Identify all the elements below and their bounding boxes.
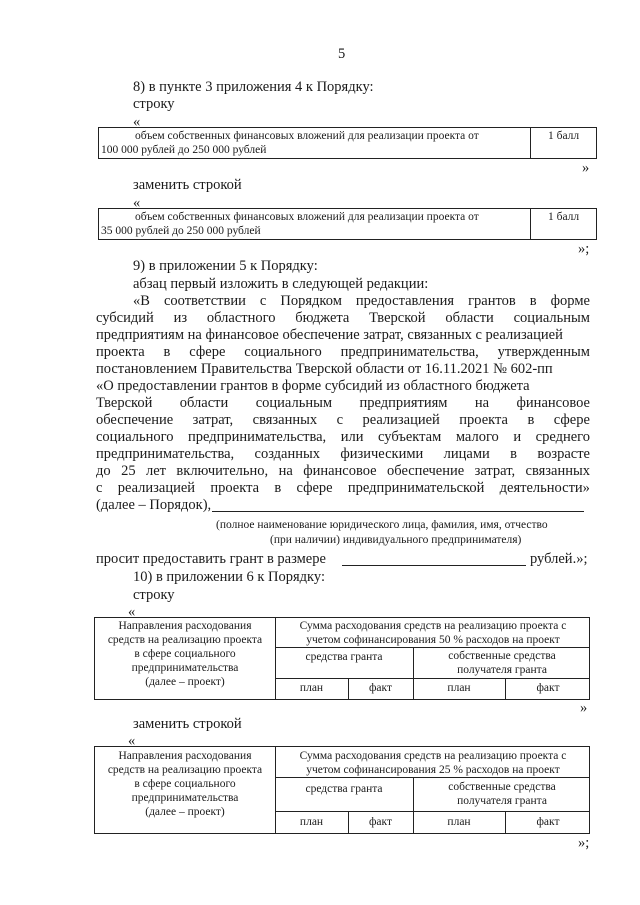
grant-amount-underline — [342, 565, 526, 566]
word: субъектам — [378, 429, 442, 445]
open-quote: « — [133, 114, 141, 130]
score-row-text-line1: объем собственных финансовых вложений для реализации проекта от — [135, 211, 479, 223]
col-sum-header: Сумма расходования средств на реализацию проекта с учетом софинансирования 25 % расходов на проект — [299, 750, 567, 776]
word: проекта — [96, 344, 145, 360]
word: связанных — [252, 412, 318, 428]
paragraph-line — [96, 344, 590, 361]
col-direction-header: Направления расходования средств на реализацию проекта в сфере социального предпринимательства (далее – проект) — [107, 620, 263, 688]
word: сфере — [296, 480, 333, 496]
word: грантов — [468, 293, 516, 309]
word: области — [179, 395, 229, 411]
open-quote: « — [128, 604, 136, 620]
word: в — [510, 446, 518, 462]
word: сфере — [553, 412, 590, 428]
col-own-funds-header: собственные средства получателя гранта — [448, 781, 556, 807]
word: Порядком — [280, 293, 342, 309]
col-plan-grant: план — [299, 682, 324, 694]
word: на — [474, 395, 490, 411]
page-number: 5 — [338, 46, 346, 62]
word: обеспечение — [96, 412, 174, 428]
word: в — [527, 412, 535, 428]
section-10-heading: 10) в приложении 6 к Порядку: — [133, 569, 325, 585]
score-row-text-line2: 35 000 рублей до 250 000 рублей — [101, 225, 261, 237]
word: с — [336, 412, 343, 428]
expenses-table-new — [94, 746, 590, 834]
paragraph-line — [96, 361, 590, 378]
section-10-stroku: строку — [133, 587, 175, 603]
poryadok-text: (далее – Порядок), — [96, 497, 212, 513]
col-own-funds-header: собственные средства получателя гранта — [448, 650, 556, 676]
grant-request-prefix: просит предоставить грант в размере — [96, 551, 326, 567]
paragraph-line — [96, 327, 590, 344]
word: предпринимательской — [347, 480, 485, 496]
expenses-table-old — [94, 617, 590, 700]
section-8-heading: 8) в пункте 3 приложения 4 к Порядку: — [133, 79, 374, 95]
word: деятельности» — [499, 480, 590, 496]
word: лет — [145, 463, 166, 479]
word: социальным — [513, 310, 590, 326]
word: Тверской — [96, 395, 153, 411]
col-fact-own: факт — [536, 816, 560, 828]
word: физическими — [340, 446, 424, 462]
word: предприятиям на финансовое обеспечение затрат, связанных с реализацией — [96, 327, 563, 343]
note-line1: (полное наименование юридического лица, фамилия, имя, отчество — [216, 519, 548, 531]
word: включительно, — [176, 463, 269, 479]
word: проекта — [459, 412, 508, 428]
col-grant-header: средства гранта — [305, 783, 383, 795]
word: проекта — [210, 480, 260, 496]
word: затрат, — [192, 412, 234, 428]
word: реализацией — [117, 480, 196, 496]
col-plan-grant: план — [299, 816, 324, 828]
open-quote: « — [133, 195, 141, 211]
word: социального — [96, 429, 174, 445]
score-row-new — [98, 208, 597, 240]
word: предпринимательства, — [340, 344, 479, 360]
paragraph-line — [96, 429, 590, 446]
score-row-score: 1 балл — [548, 211, 580, 223]
word: субсидий — [96, 310, 154, 326]
word: возрасте — [537, 446, 590, 462]
word: до — [96, 463, 111, 479]
col-sum-header: Сумма расходования средств на реализацию проекта с учетом софинансирования 50 % расходов на проект — [299, 620, 567, 646]
replace-label: заменить строкой — [133, 177, 242, 193]
col-fact-grant: факт — [368, 816, 393, 828]
word: с — [259, 293, 267, 309]
word: соответствии — [163, 293, 246, 309]
close-quote-semicolon: »; — [578, 835, 590, 851]
score-row-old — [98, 127, 597, 159]
word: форме — [550, 293, 590, 309]
name-underline — [212, 511, 584, 512]
word: малого — [455, 429, 499, 445]
col-fact-grant: факт — [368, 682, 393, 694]
word: социального — [244, 344, 322, 360]
word: финансовое — [516, 395, 590, 411]
word: области — [445, 310, 494, 326]
word: из — [173, 310, 188, 326]
col-direction-header: Направления расходования средств на реализацию проекта в сфере социального предпринимательства (далее – проект) — [107, 750, 263, 818]
word: сфере — [189, 344, 226, 360]
grant-request-suffix: рублей.»; — [530, 551, 588, 567]
word: в — [163, 344, 171, 360]
paragraph-line — [96, 293, 590, 310]
word: бюджета — [295, 310, 350, 326]
word: «В — [133, 293, 150, 309]
paragraph-line — [96, 310, 590, 327]
paragraph-line — [96, 463, 590, 480]
note-line2: (при наличии) индивидуального предпринимателя) — [270, 534, 522, 546]
word: постановлением Правительства Тверской области от 16.11.2021 № 602-пп — [96, 361, 553, 377]
word: среднего — [535, 429, 590, 445]
word: предпринимательства, — [188, 429, 327, 445]
word: предоставления — [355, 293, 455, 309]
col-plan-own: план — [447, 816, 471, 828]
score-row-text-line1: объем собственных финансовых вложений для реализации проекта от — [135, 130, 479, 142]
section-9-heading: 9) в приложении 5 к Порядку: — [133, 258, 318, 274]
word: с — [96, 480, 103, 496]
word: социальным — [255, 395, 332, 411]
col-grant-header: средства гранта — [305, 651, 383, 663]
word: обеспечение — [387, 463, 465, 479]
open-quote: « — [128, 733, 136, 749]
score-row-score: 1 балл — [548, 130, 580, 142]
paragraph-line — [96, 446, 590, 463]
paragraph-line — [96, 412, 590, 429]
word: утвержденным — [497, 344, 590, 360]
word: «О предоставлении грантов в форме субсидий из областного бюджета — [96, 378, 530, 394]
word: затрат, — [474, 463, 516, 479]
col-plan-own: план — [447, 682, 471, 694]
word: Тверской — [369, 310, 426, 326]
word: созданных — [254, 446, 321, 462]
word: областного — [206, 310, 276, 326]
word: лицами — [443, 446, 490, 462]
word: предпринимательства, — [96, 446, 235, 462]
word: или — [340, 429, 364, 445]
score-row-text-line2: 100 000 рублей до 250 000 рублей — [101, 144, 267, 156]
replace-label: заменить строкой — [133, 716, 242, 732]
word: реализацией — [362, 412, 440, 428]
close-quote-semicolon: »; — [578, 241, 590, 257]
word: на — [278, 463, 293, 479]
paragraph-line — [96, 395, 590, 412]
close-quote: » — [580, 700, 588, 716]
col-fact-own: факт — [536, 682, 560, 694]
word: финансовое — [303, 463, 377, 479]
section-8-stroku: строку — [133, 96, 175, 112]
section-9-sub: абзац первый изложить в следующей редакции: — [133, 276, 429, 292]
paragraph-line — [96, 378, 590, 395]
word: в — [529, 293, 537, 309]
word: связанных — [525, 463, 590, 479]
close-quote: » — [582, 160, 590, 176]
paragraph-line — [96, 480, 590, 497]
paragraph-text — [96, 293, 590, 497]
word: предприятиям — [359, 395, 448, 411]
word: и — [513, 429, 522, 445]
word: в — [274, 480, 282, 496]
word: 25 — [121, 463, 136, 479]
